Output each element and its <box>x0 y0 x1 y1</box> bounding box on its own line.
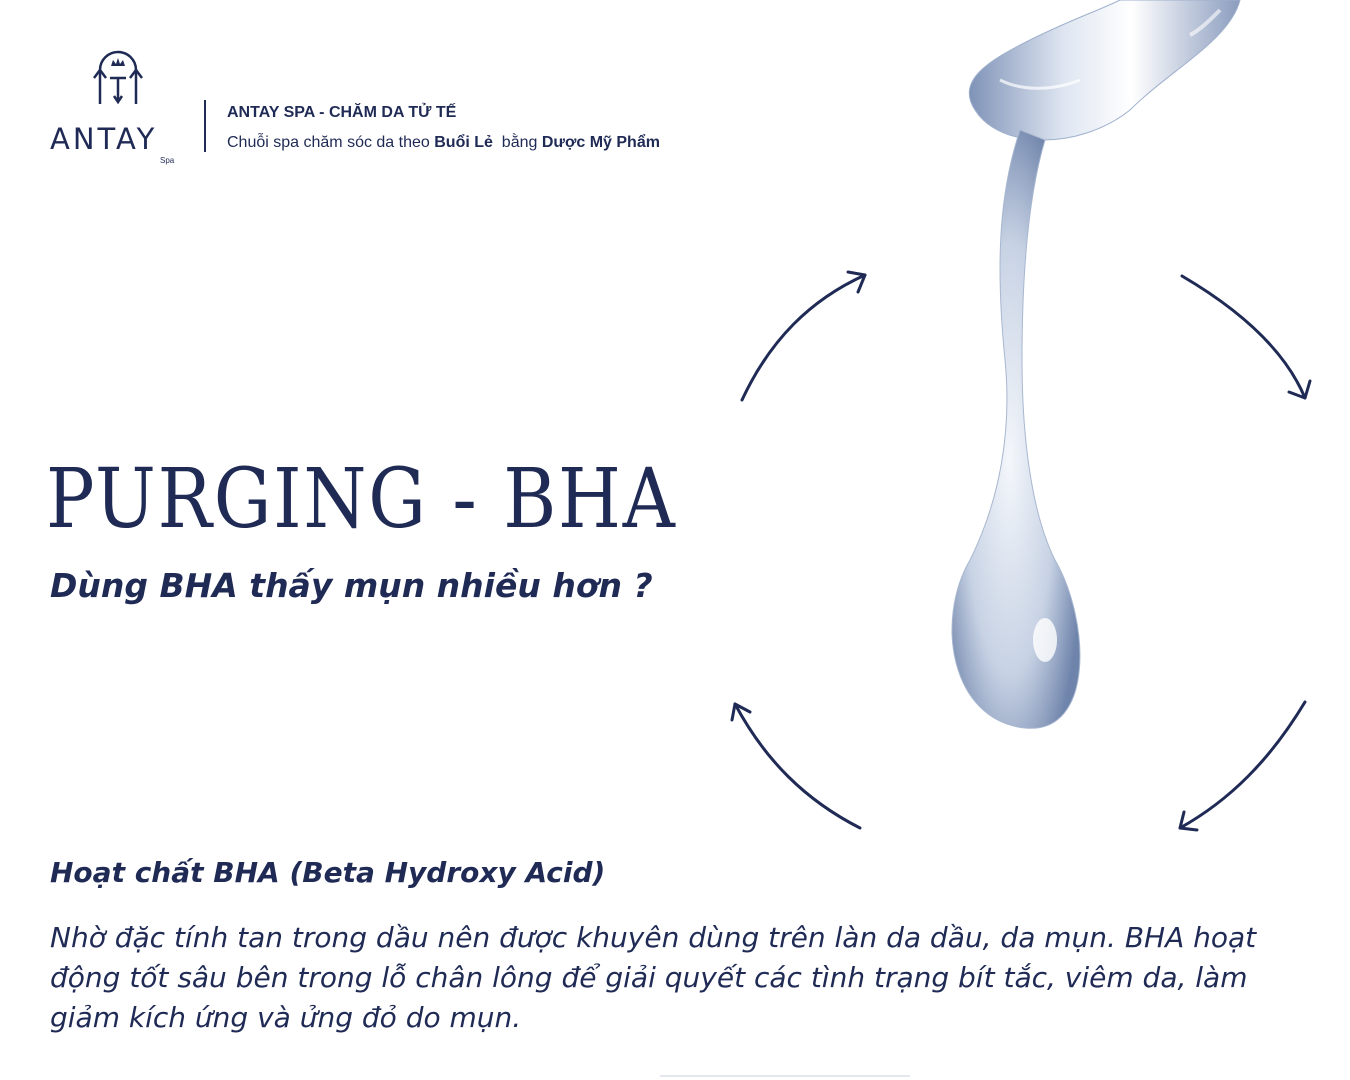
hero-illustration <box>700 0 1350 860</box>
logo-sub: Spa <box>160 156 175 165</box>
tagline-bold-1: Buổi Lẻ <box>434 134 493 151</box>
dropper-drop-icon <box>952 0 1240 728</box>
tagline-bold-2: Dược Mỹ Phẩm <box>541 134 660 151</box>
brand-tagline <box>227 134 660 152</box>
page-title: PURGING - BHA <box>46 452 677 547</box>
section-heading: Hoạt chất BHA (Beta Hydroxy Acid) <box>50 856 606 889</box>
page-subtitle: Dùng BHA thấy mụn nhiều hơn ? <box>50 566 653 605</box>
brand-title: ANTAY SPA - CHĂM DA TỬ TẾ <box>227 104 457 121</box>
antay-logo-icon <box>92 48 144 106</box>
brand-logo <box>48 48 188 173</box>
header-divider <box>204 100 206 152</box>
tagline-mid: bằng <box>492 134 542 151</box>
section-body: Nhờ đặc tính tan trong dầu nên được khuyên dùng trên làn da dầu, da mụn. BHA hoạt động tốt sâu bên trong lỗ chân lông để giải quyết các tình trạng bít tắc, viêm da, làm giảm kích ứng và ửng đỏ do mụn. <box>50 921 1257 1034</box>
logo-wordmark: ANTAY <box>50 122 158 156</box>
tagline-prefix: Chuỗi spa chăm sóc da theo <box>227 134 435 151</box>
bottom-divider <box>660 1075 910 1077</box>
